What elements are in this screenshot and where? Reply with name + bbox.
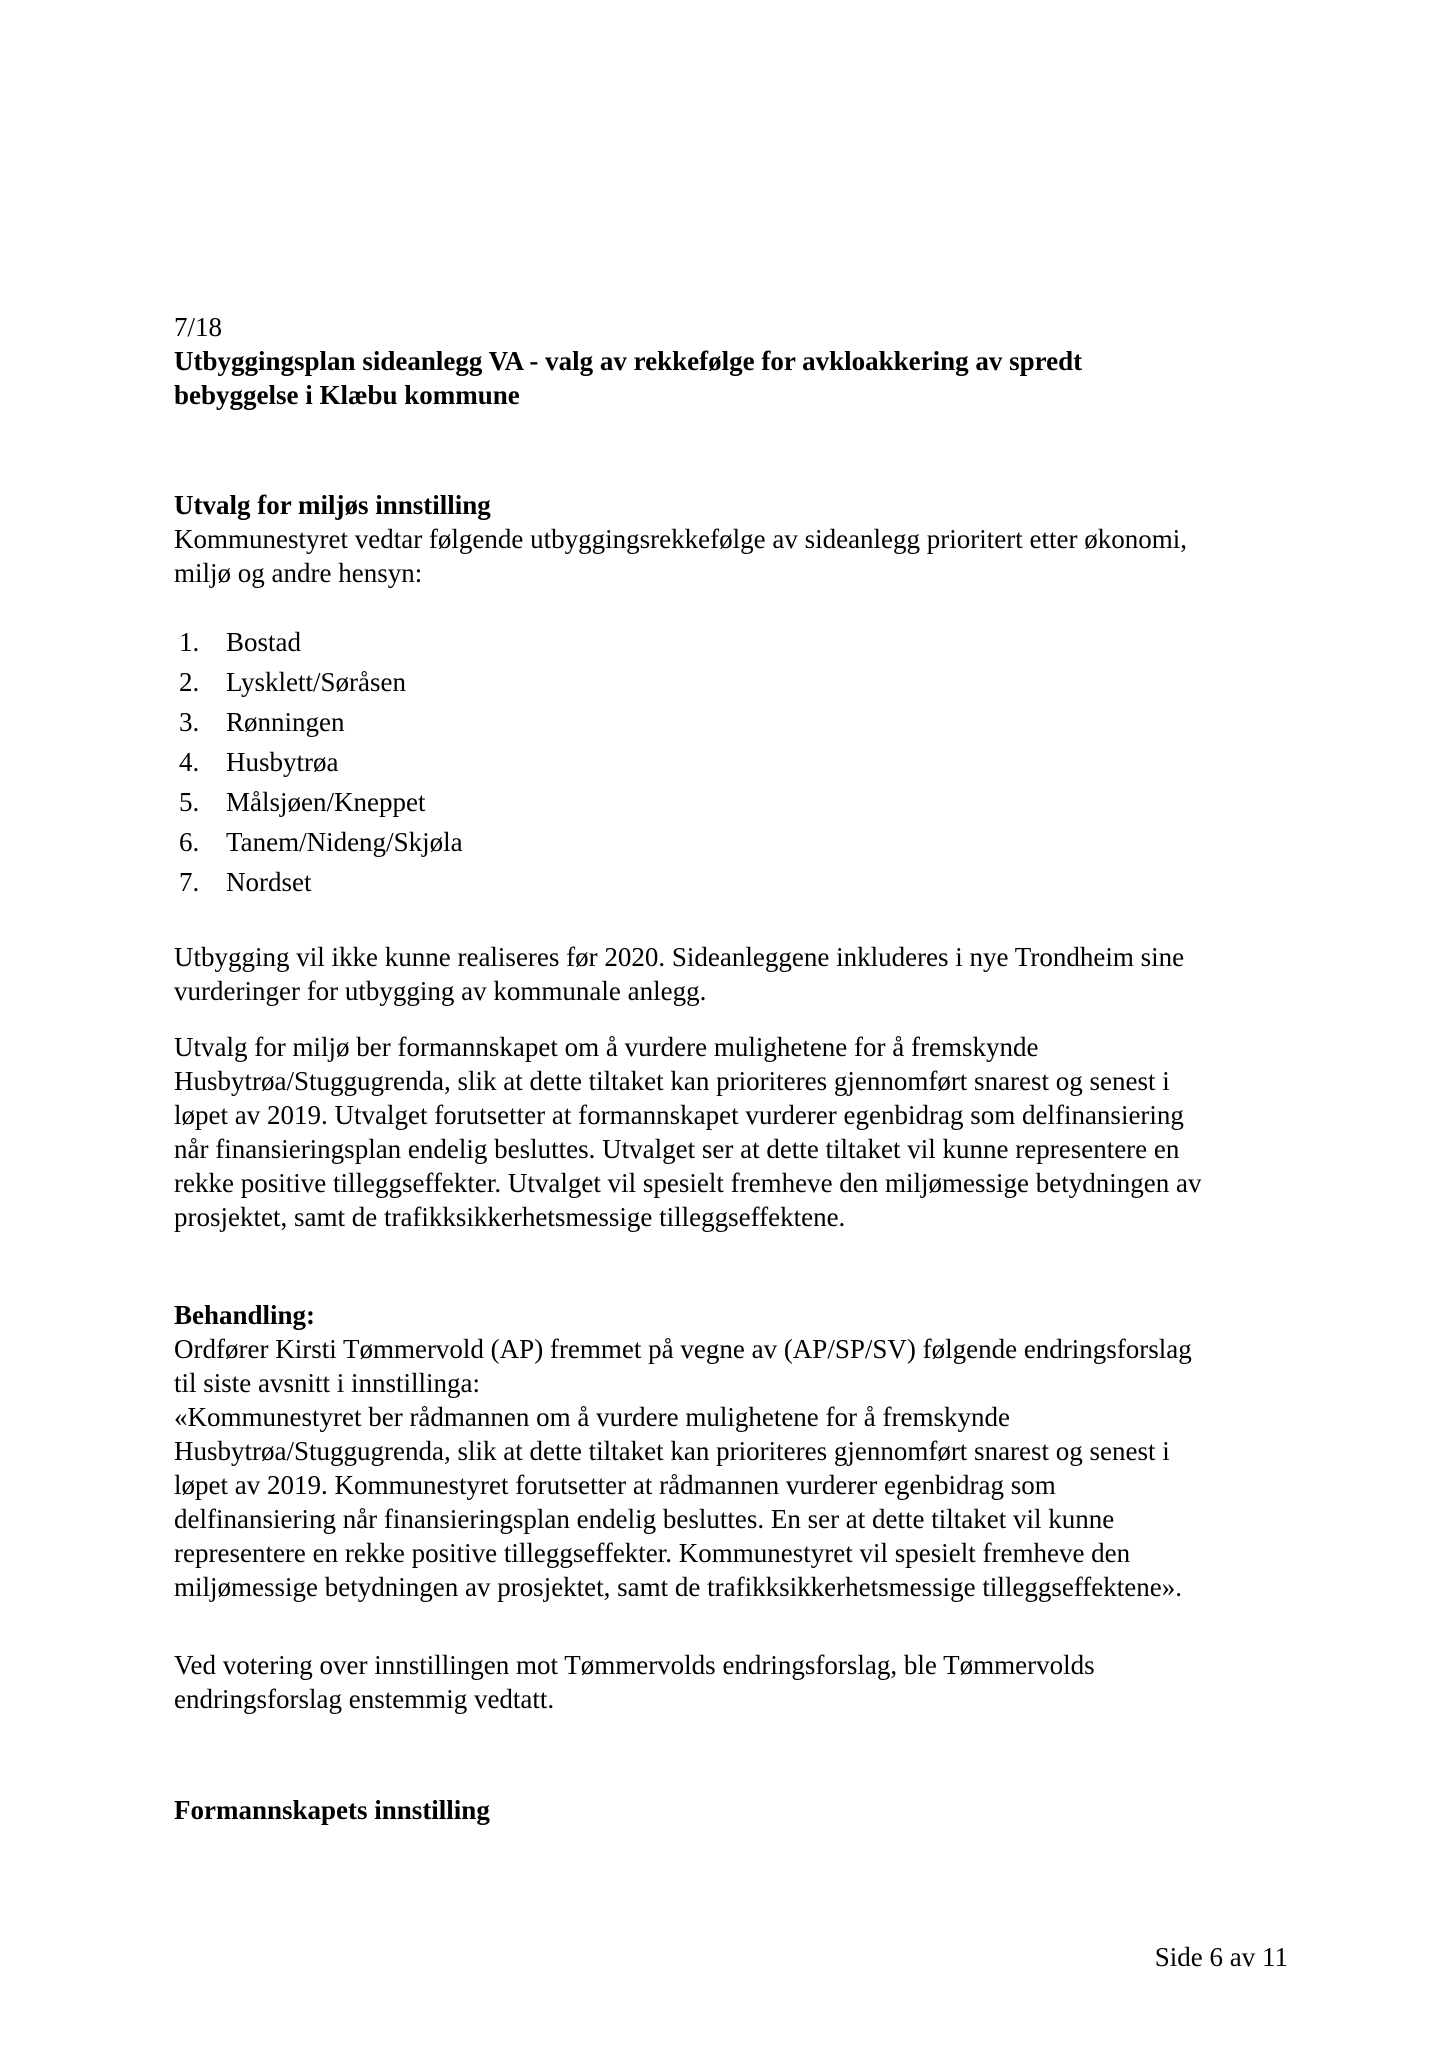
case-number: 7/18: [174, 312, 223, 342]
list-text: Husbytrøa: [226, 747, 339, 777]
list-item: [179, 702, 779, 742]
behandling-line: representere en rekke positive tilleggseffekter. Kommunestyret vil spesielt fremheve den: [174, 1538, 1131, 1568]
paragraph-line: prosjektet, samt de trafikksikkerhetsmessige tilleggseffektene.: [174, 1202, 846, 1232]
list-item: [179, 782, 779, 822]
behandling-line: løpet av 2019. Kommunestyret forutsetter at rådmannen vurderer egenbidrag som: [174, 1470, 1056, 1500]
utvalg-intro-line: Kommunestyret vedtar følgende utbyggingsrekkefølge av sideanlegg prioritert etter økonomi,: [174, 524, 1187, 554]
behandling-heading: Behandling:: [174, 1300, 316, 1330]
list-item: [179, 622, 779, 662]
list-number: 2.: [179, 667, 200, 697]
list-text: Tanem/Nideng/Skjøla: [226, 827, 463, 857]
list-number: 5.: [179, 787, 200, 817]
list-text: Lysklett/Søråsen: [226, 667, 406, 697]
case-header: [174, 310, 1294, 412]
page-number: Side 6 av 11: [1154, 1942, 1288, 1972]
formannskap-section: [174, 1793, 1294, 1827]
list-number: 7.: [179, 867, 200, 897]
behandling-line: delfinansiering når finansieringsplan endelig besluttes. En ser at dette tiltaket vil kunne: [174, 1504, 1115, 1534]
list-item: [179, 742, 779, 782]
behandling-section: [174, 1298, 1294, 1604]
behandling-line: Husbytrøa/Stuggugrenda, slik at dette tiltaket kan prioriteres gjennomført snarest og senest i: [174, 1436, 1170, 1466]
behandling-line: miljømessige betydningen av prosjektet, samt de trafikksikkerhetsmessige tilleggseffektene».: [174, 1572, 1183, 1602]
list-text: Nordset: [226, 867, 312, 897]
list-text: Bostad: [226, 627, 302, 657]
list-number: 4.: [179, 747, 200, 777]
list-number: 3.: [179, 707, 200, 737]
formannskap-heading: Formannskapets innstilling: [174, 1795, 490, 1825]
case-title-line: Utbyggingsplan sideanlegg VA - valg av rekkefølge for avkloakkering av spredt: [174, 346, 1083, 376]
paragraph-line: når finansieringsplan endelig besluttes. Utvalget ser at dette tiltaket vil kunne representere en: [174, 1134, 1180, 1164]
vote-line: Ved votering over innstillingen mot Tømmervolds endringsforslag, ble Tømmervolds: [174, 1650, 1095, 1680]
list-number: 6.: [179, 827, 200, 857]
utvalg-heading: Utvalg for miljøs innstilling: [174, 490, 491, 520]
utvalg-section: [174, 488, 1294, 590]
vote-line: endringsforslag enstemmig vedtatt.: [174, 1684, 555, 1714]
paragraph-line: Utvalg for miljø ber formannskapet om å vurdere mulighetene for å fremskynde: [174, 1032, 1039, 1062]
list-item: [179, 662, 779, 702]
behandling-line: til siste avsnitt i innstillinga:: [174, 1368, 481, 1398]
utvalg-paragraph-1: [174, 940, 1294, 1008]
vote-paragraph: [174, 1648, 1294, 1716]
list-item: [179, 862, 779, 902]
paragraph-line: Utbygging vil ikke kunne realiseres før 2020. Sideanleggene inkluderes i nye Trondheim sine: [174, 942, 1185, 972]
case-title-line: bebyggelse i Klæbu kommune: [174, 380, 520, 410]
priority-list: [179, 622, 779, 902]
paragraph-line: rekke positive tilleggseffekter. Utvalget vil spesielt fremheve den miljømessige betydningen av: [174, 1168, 1202, 1198]
paragraph-line: Husbytrøa/Stuggugrenda, slik at dette tiltaket kan prioriteres gjennomført snarest og senest i: [174, 1066, 1170, 1096]
paragraph-line: løpet av 2019. Utvalget forutsetter at formannskapet vurderer egenbidrag som delfinansiering: [174, 1100, 1184, 1130]
list-text: Rønningen: [226, 707, 345, 737]
behandling-line: Ordfører Kirsti Tømmervold (AP) fremmet på vegne av (AP/SP/SV) følgende endringsforslag: [174, 1334, 1192, 1364]
behandling-line: «Kommunestyret ber rådmannen om å vurdere mulighetene for å fremskynde: [174, 1402, 1010, 1432]
utvalg-intro-line: miljø og andre hensyn:: [174, 558, 423, 588]
list-text: Målsjøen/Kneppet: [226, 787, 426, 817]
paragraph-line: vurderinger for utbygging av kommunale anlegg.: [174, 976, 707, 1006]
utvalg-paragraph-2: [174, 1030, 1294, 1234]
list-item: [179, 822, 779, 862]
list-number: 1.: [179, 627, 200, 657]
